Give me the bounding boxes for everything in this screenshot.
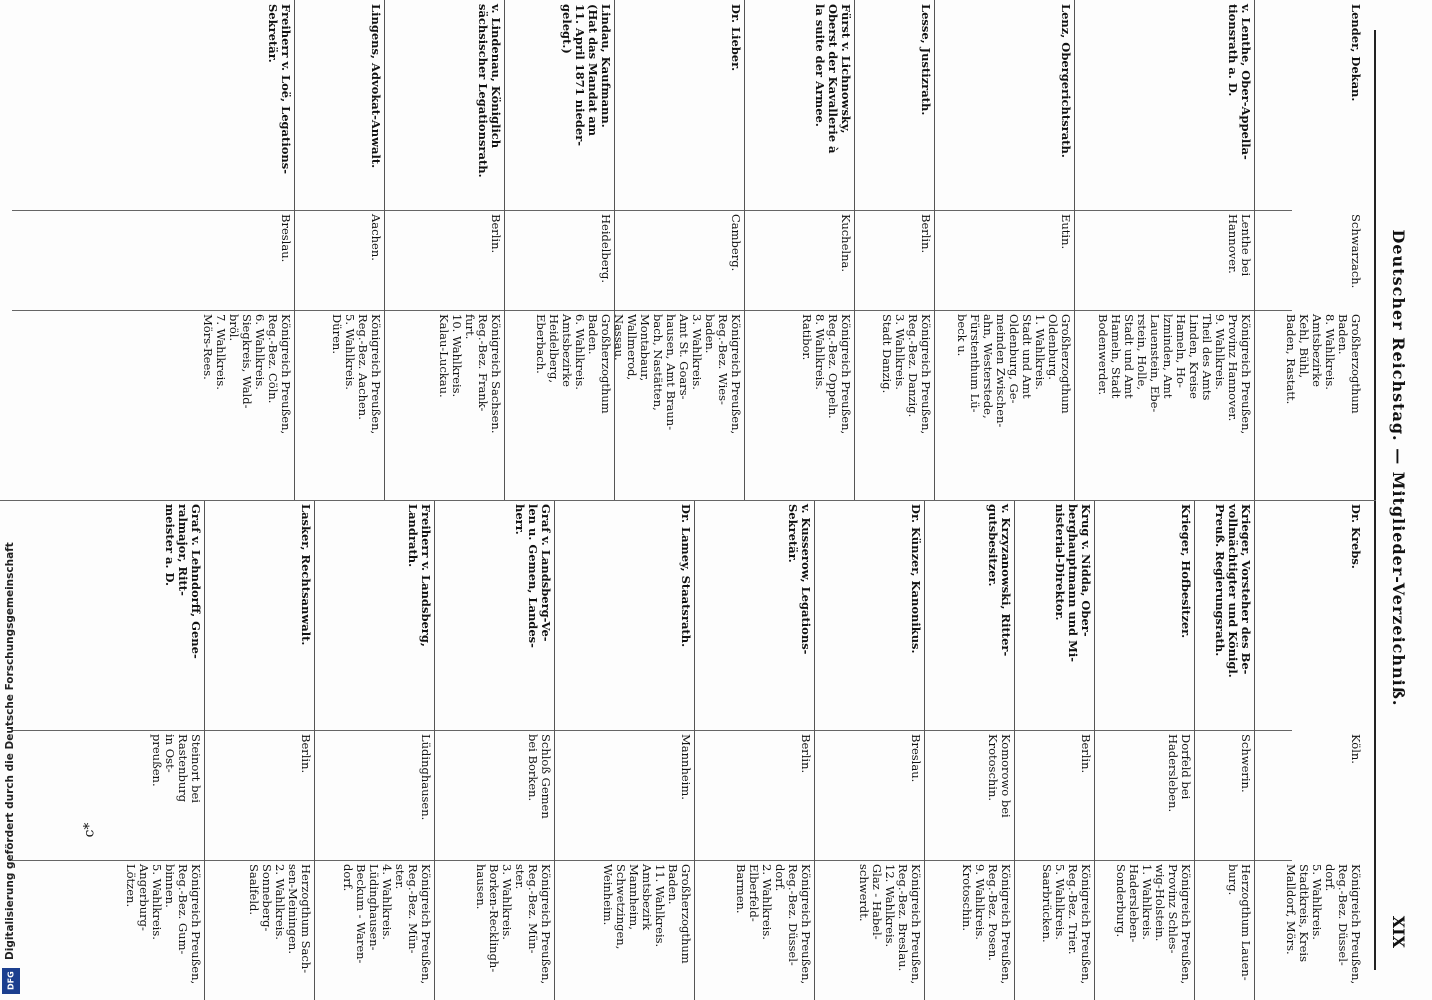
- left-name-cell: Dr. Künzer, Kanonikus.: [909, 504, 923, 654]
- left-residence-cell: Berlin.: [799, 734, 813, 774]
- right-name-cell: v. Lindenau, Königlich sächsischer Legationsrath.: [476, 4, 503, 178]
- left-residence-cell: Mannheim.: [679, 734, 693, 800]
- left-district-cell: Königreich Preußen, Reg.-Bez. Posen. 9. Wahlkreis. Krotoschin.: [960, 864, 1013, 985]
- right-name-cell: Dr. Lieber.: [729, 4, 743, 72]
- right-residence-cell: Berlin.: [919, 214, 933, 254]
- left-residence-cell: Lüdinghausen.: [419, 734, 433, 821]
- left-district-cell: Großherzogthum Baden. 11. Wahlkreis. Amtsbezirk Mannheim, Schwetzingen, Weinheim.: [601, 864, 693, 964]
- left-district-cell: Königreich Preußen, Reg.-Bez. Düssel- dorf. 2. Wahlkreis. Elberfeld- Barmen.: [734, 864, 813, 985]
- dfg-logo: DFG: [2, 968, 20, 994]
- left-name-cell: Krieger, Hofbesitzer.: [1179, 504, 1193, 639]
- left-residence-cell: Schloß Gemen bei Borken.: [526, 734, 553, 819]
- right-row-divider: [934, 0, 935, 500]
- right-name-cell: Freiherr v. Loë, Legations- Sekretär.: [266, 4, 293, 174]
- left-row-divider: [814, 500, 815, 1000]
- left-name-cell: Dr. Lamey, Staatsrath.: [679, 504, 693, 648]
- left-district-cell: Herzogthum Sach- sen-Meiningen. 2. Wahlkreis. Sonneberg- Saalfeld.: [247, 864, 313, 974]
- page-header: [1384, 48, 1414, 948]
- right-name-cell: Lingens, Advokat-Anwalt.: [369, 4, 383, 169]
- left-row-divider: [1094, 500, 1095, 1000]
- page-number: XIX: [1389, 915, 1409, 948]
- left-name-cell: v. Krzyzanowski, Ritter- gutsbesitzer.: [986, 504, 1013, 657]
- right-district-cell: Großherzogthum Baden. 6. Wahlkreis. Amtsbezirke Heidelberg, Eberbach.: [534, 314, 613, 414]
- left-residence-cell: Berlin.: [1079, 734, 1093, 774]
- left-name-cell: Krug v. Nidda, Ober- berghauptmann und Mi- nisterial-Direktor.: [1053, 504, 1093, 662]
- right-district-cell: Königreich Preußen, Reg.-Bez. Oppeln. 8. Wahlkreis. Ratibor.: [800, 314, 853, 435]
- left-row-divider: [1014, 500, 1015, 1000]
- right-residence-cell: Lenthe bei Hannover.: [1226, 214, 1253, 277]
- right-row-divider: [744, 0, 745, 500]
- right-district-cell: Königreich Preußen, Reg.-Bez. Wies- baden. 3. Wahlkreis. Amt St. Goars- hausen, Amt Braun- bach, Nastätten, Montabaur, Wallmerod, Nassau.: [612, 314, 743, 435]
- left-residence-cell: Breslau.: [909, 734, 923, 783]
- left-district-cell: Königreich Preußen, Reg.-Bez. Gum- binnen. 5. Wahlkreis. Angerburg- Lötzen.: [124, 864, 203, 985]
- right-residence-cell: Heidelberg.: [599, 214, 613, 284]
- left-name-cell: Lasker, Rechtsanwalt.: [299, 504, 313, 646]
- left-name-cell: Dr. Krebs.: [1349, 504, 1363, 569]
- left-residence-cell: Steinort bei Rastenburg in Ost- preußen.: [150, 734, 203, 803]
- page-title: Deutscher Reichstag. — Mitglieder-Verzeichniß.: [1389, 229, 1409, 707]
- left-district-cell: Königreich Preußen, Reg.-Bez. Düssel- dorf. 5. Wahlkreis. Stadtkreis, Kreis Malldorf, Mörs.: [1284, 864, 1363, 985]
- right-residence-cell: Breslau.: [279, 214, 293, 263]
- right-row-divider: [614, 0, 615, 500]
- right-district-cell: Königreich Sachsen. Reg.-Bez. Frank- furt. 10. Wahlkreis. Kalau-Luckau.: [437, 314, 503, 434]
- left-residence-cell: Dorfeld bei Hadersleben.: [1166, 734, 1193, 813]
- left-district-cell: Herzogthum Lauen- burg.: [1226, 864, 1253, 981]
- left-row-divider: [204, 500, 205, 1000]
- credit-line: [4, 542, 22, 990]
- right-row-divider: [1074, 0, 1075, 500]
- right-row-divider: [854, 0, 855, 500]
- left-district-cell: Königreich Preußen, Reg.-Bez. Trier. 5. Wahlkreis. Saarbrücken.: [1040, 864, 1093, 985]
- right-district-cell: Königreich Preußen, Reg.-Bez. Aachen. 5. Wahlkreis. Düren.: [330, 314, 383, 435]
- left-residence-cell: Komorowo bei Krotoschin.: [986, 734, 1013, 818]
- right-residence-cell: Schwarzach.: [1349, 214, 1363, 289]
- right-row-divider: [294, 0, 295, 500]
- left-district-cell: Königreich Preußen, Reg.-Bez. Mün- ster. 3. Wahlkreis. Borken-Recklingh- hausen.: [474, 864, 553, 985]
- right-district-cell: Königreich Preußen, Reg.-Bez. Danzig. 3. Wahlkreis. Stadt Danzig.: [880, 314, 933, 435]
- left-district-cell: Königreich Preußen, Provinz Schles- wig-Holstein. 1. Wahlkreis. Hadersleben- Sonderburg.: [1114, 864, 1193, 985]
- right-residence-cell: Camberg.: [729, 214, 743, 272]
- right-residence-cell: Berlin.: [489, 214, 503, 254]
- right-residence-cell: Kuchelna.: [839, 214, 853, 272]
- left-name-cell: Freiherr v. Landsberg, Landrath.: [406, 504, 433, 647]
- right-district-cell: Großherzogthum Baden. 8. Wahlkreis. Amtsbezirke Kehl, Bühl, Baden, Rastatt.: [1284, 314, 1363, 414]
- right-district-cell: Königreich Preußen, Provinz Hannover. 9. Wahlkreis. Theil des Amts Linden, Kreise Hameln, Ho- lzminden, Amt Lauenstein, Ebe- rstein, Holle, Stadt und Amt Hameln, Stadt Bodenwerder.: [1096, 314, 1253, 435]
- right-column-divider: [12, 210, 1292, 211]
- left-row-divider: [924, 500, 925, 1000]
- left-row-divider: [694, 500, 695, 1000]
- right-row-divider: [1254, 0, 1255, 500]
- left-name-cell: Graf v. Lehndorff, Gene- ralmajor, Ritt- meister a. D.: [163, 504, 203, 659]
- right-row-divider: [384, 0, 385, 500]
- digitization-credit: Digitalisierung gefördert durch die Deutsche Forschungsgemeinschaft: [4, 542, 16, 960]
- right-name-cell: Lenz, Obergerichtsrath.: [1059, 4, 1073, 158]
- right-column-divider: [12, 310, 1292, 311]
- left-name-cell: Krieger, Vorsteher des Be- vollmächtigter und Königl. Preuß. Regierungsrath.: [1213, 504, 1253, 678]
- right-name-cell: Lindau, Kaufmann. (Hat das Mandat am 11. April 1871 nieder- gelegt.): [560, 4, 613, 147]
- left-row-divider: [554, 500, 555, 1000]
- right-name-cell: Fürst v. Lichnowsky, Oberst der Kavallerie à la suite der Armee.: [813, 4, 853, 154]
- right-row-divider: [504, 0, 505, 500]
- left-residence-cell: Schwerin.: [1239, 734, 1253, 793]
- left-row-divider: [314, 500, 315, 1000]
- left-district-cell: Königreich Preußen, Reg.-Bez. Breslau. 12. Wahlkreis. Glaz - Habel- schwerdt.: [857, 864, 923, 985]
- right-district-cell: Großherzogthum Oldenburg. 1. Wahlkreis. Stadt und Amt Oldenburg, Ge- meinden Zwischen- ahn, Westerstede, Fürstenthum Lü- beck u.: [955, 314, 1073, 428]
- left-name-cell: Graf v. Landsberg-Ve- len u. Gemen, Landes- herr.: [513, 504, 553, 648]
- left-residence-cell: Berlin.: [299, 734, 313, 774]
- left-row-divider: [434, 500, 435, 1000]
- right-name-cell: v. Lenthe, Ober-Appella- tionsrath a. D.: [1226, 4, 1253, 160]
- left-row-divider: [1194, 500, 1195, 1000]
- signature-mark: c*: [81, 822, 98, 838]
- left-row-divider: [1254, 500, 1255, 1000]
- right-name-cell: Lesse, Justizrath.: [919, 4, 933, 116]
- center-divider: [0, 500, 1376, 501]
- right-name-cell: Lender, Dekan.: [1349, 4, 1363, 102]
- right-residence-cell: Eutin.: [1059, 214, 1073, 250]
- right-district-cell: Königreich Preußen, Reg.-Bez. Cöln. 6. Wahlkreis. Siegkreis, Wald- bröl. 7. Wahlkreis. Mörs-Rees.: [201, 314, 293, 435]
- left-residence-cell: Köln.: [1349, 734, 1363, 764]
- left-name-cell: v. Kusserow, Legations- Sekretär.: [786, 504, 813, 655]
- right-residence-cell: Aachen.: [369, 214, 383, 261]
- left-district-cell: Königreich Preußen, Reg.-Bez. Mün- ster. 4. Wahlkreis. Lüdinghausen- Beckum - Waren- dorf.: [341, 864, 433, 985]
